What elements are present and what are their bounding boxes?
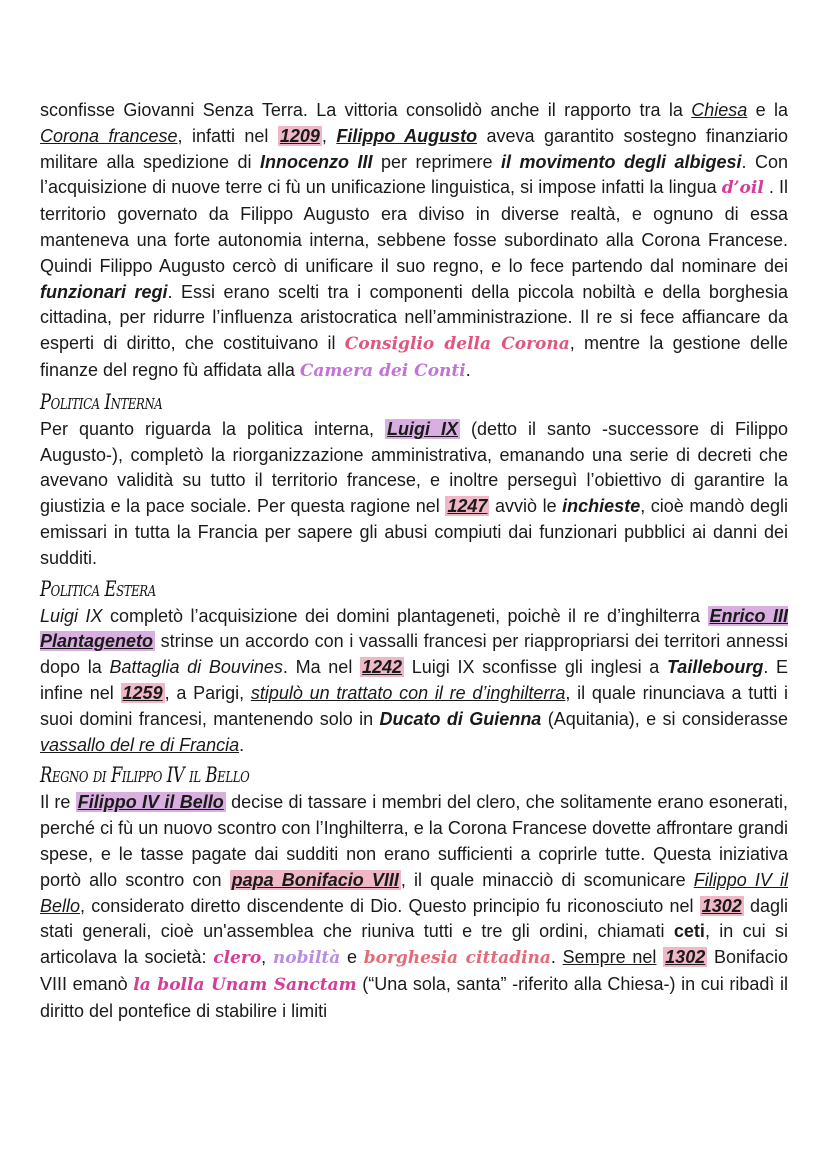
heading-politica-estera: Politica Estera <box>40 576 156 601</box>
keyword-consiglio-corona: Consiglio della Corona <box>344 334 570 355</box>
document-body <box>40 98 788 1025</box>
keyword-filippo-augusto: Filippo Augusto <box>336 125 478 146</box>
keyword-funzionari-regi: funzionari regi <box>40 281 168 302</box>
keyword-corona-francese: Corona francese <box>40 125 178 146</box>
keyword-chiesa: Chiesa <box>691 100 748 120</box>
keyword-nobilta: nobiltà <box>272 948 341 969</box>
keyword-luigi-ix-italic: Luigi IX <box>40 605 103 626</box>
keyword-ducato-guienna: Ducato di Guienna <box>379 708 542 729</box>
paragraph-filippo-augusto: sconfisse Giovanni Senza Terra. La vittoria consolidò anche il rapporto tra la Chiesa e la Corona francese, infatti nel 1209 , Filippo Augusto aveva garantito sostegno finanziario militare alla spedizione di Innocenzo III per reprimere il movimento degli albigesi. Con l’acquisizione di nuove terre ci fù un unificazione linguistica, si impose infatti la lingua d’oil . Il territorio governato da Filippo Augusto era diviso in diverse realtà, e ognuno di essa manteneva una forte autonomia interna, sebbene fosse subordinato alla Corona Francese. Quindi Filippo Augusto cercò di unificare il suo regno, e lo fece partendo dal nominare dei funzionari regi. Essi erano scelti tra i componenti della piccola nobiltà e della borghesia cittadina, per ridurre l’influenza aristocratica nell’amministrazione. Il re si fece affiancare da esperti di diritto, che costituivano il Consiglio della Corona, mentre la gestione delle finanze del regno fù affidata alla Camera dei Conti. <box>40 100 788 381</box>
keyword-camera-conti: Camera dei Conti <box>299 360 466 381</box>
keyword-clero: clero <box>213 948 262 969</box>
year-1247: 1247 <box>447 496 488 517</box>
paragraph-politica-interna: Per quanto riguarda la politica interna, Luigi IX (detto il santo -successore di Filippo Augusto-), completò la riorganizzazione amministrativa, emanando una serie di decreti che avevano validità su tutto il territorio francese, e inoltre perseguì l’obiettivo di garantire la giustizia e la pace sociale. Per questa ragione nel 1247 avviò le inchieste, cioè mandò degli emissari in tutta la Francia per sapere gli abusi compiuti dai funzionari pubblici ai danni dei sudditi. <box>40 418 789 568</box>
keyword-borghesia: borghesia cittadina <box>363 948 551 969</box>
keyword-bolla-unam-sanctam: la bolla Unam Sanctam <box>133 974 357 995</box>
keyword-inchieste: inchieste <box>562 496 641 517</box>
keyword-trattato: stipulò un trattato con il re d’inghilterra <box>250 682 566 703</box>
heading-regno-filippo-iv: Regno di Filippo IV il Bello <box>40 763 250 788</box>
keyword-luigi-ix: Luigi IX <box>387 418 459 439</box>
keyword-enrico-iii: Enrico III Plantageneto <box>40 605 788 652</box>
keyword-filippo-iv: Filippo IV il Bello <box>77 792 224 813</box>
keyword-innocenzo: Innocenzo III <box>260 151 373 172</box>
keyword-albigesi: il movimento degli albigesi <box>501 151 742 172</box>
year-1302-first: 1302 <box>701 895 742 916</box>
paragraph-filippo-iv: Il re Filippo IV il Bello decise di tassare i membri del clero, che solitamente erano esonerati, perché ci fù un nuovo scontro con l’Inghilterra, e la Corona Francese dovette affrontare grandi spese, e le tasse pagate dai sudditi non erano sufficienti a coprirle tutte. Questa iniziativa portò allo scontro con papa Bonifacio VIII , il quale minacciò di scomunicare Filippo IV il Bello, considerato diretto discendente di Dio. Questo principio fu riconosciuto nel 1302 dagli stati generali, cioè un'assemblea che riuniva tutti e tre gli ordini, chiamati ceti, in cui si articolava la società: clero, nobiltà e borghesia cittadina. Sempre nel 1302 Bonifacio VIII emanò la bolla Unam Sanctam (“Una sola, santa” -riferito alla Chiesa-) in cui ribadì il diritto del pontefice di stabilire i limiti <box>40 792 789 1021</box>
year-1302-second: 1302 <box>665 947 706 968</box>
keyword-bonifacio-viii: papa Bonifacio VIII <box>231 869 399 890</box>
keyword-taillebourg: Taillebourg <box>666 657 764 678</box>
keyword-bouvines: Battaglia di Bouvines <box>109 657 283 678</box>
year-1259: 1259 <box>122 682 163 703</box>
keyword-vassallo: vassallo del re di Francia <box>40 734 240 755</box>
keyword-ceti: ceti <box>673 921 705 942</box>
keyword-oil: d’oil <box>721 178 764 199</box>
paragraph-politica-estera: Luigi IX completò l’acquisizione dei domini plantageneti, poichè il re d’inghilterra Enrico III Plantageneto strinse un accordo con i vassalli francesi per riappropriarsi dei territori annessi dopo la Battaglia di Bouvines. Ma nel 1242 Luigi IX sconfisse gli inglesi a Taillebourg. E infine nel 1259 , a Parigi, stipulò un trattato con il re d’inghilterra, il quale rinunciava a tutti i suoi domini francesi, mantenendo solo in Ducato di Guienna (Aquitania), e si considerasse vassallo del re di Francia. <box>40 605 789 755</box>
keyword-sempre-nel: Sempre nel <box>562 947 657 968</box>
heading-politica-interna: Politica Interna <box>40 389 163 414</box>
year-1209: 1209 <box>279 125 320 146</box>
year-1242: 1242 <box>362 657 403 678</box>
keyword-filippo-iv-underline: Filippo IV il Bello <box>40 869 789 916</box>
